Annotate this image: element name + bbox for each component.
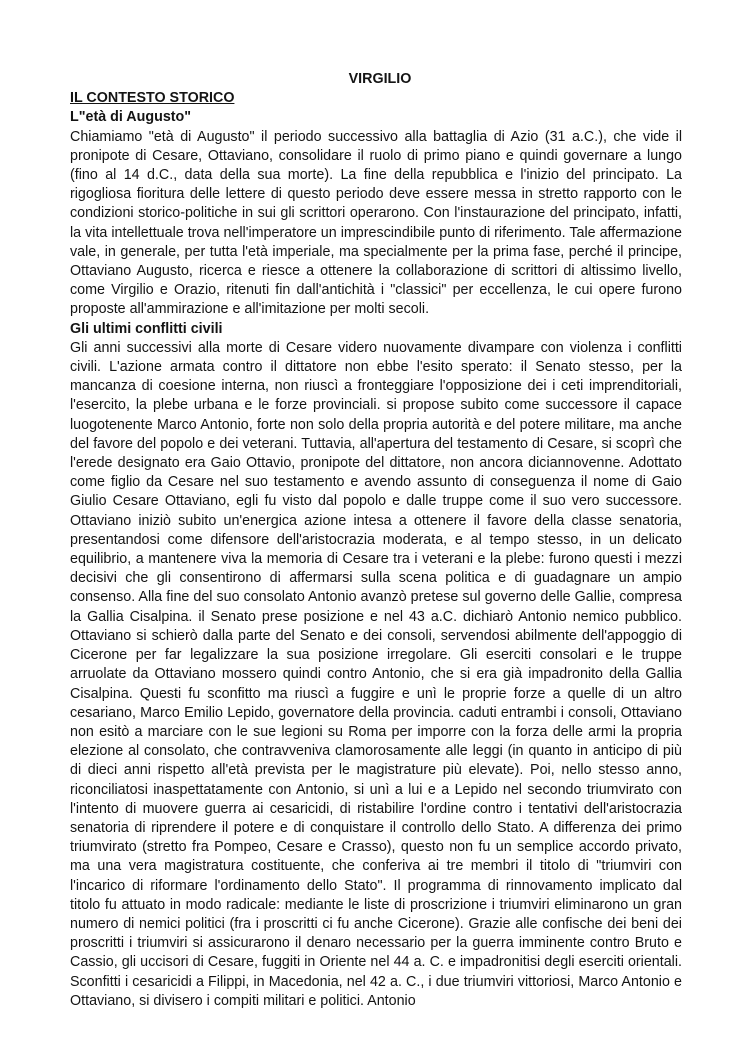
document-page — [70, 70, 682, 1011]
document-title: VIRGILIO — [348, 71, 412, 87]
subsection-heading-ultimi-conflitti-civili: Gli ultimi conflitti civili — [70, 320, 223, 337]
subsection-heading-eta-di-augusto: L"età di Augusto" — [70, 109, 192, 126]
paragraph-eta-di-augusto: Chiamiamo "età di Augusto" il periodo successivo alla battaglia di Azio (31 a.C.), che vide il pronipote di Cesare, Ottaviano, consolidare il ruolo di primo piano e quindi governare a lungo (fino al 14 d.C., data della sua morte). La fine della repubblica e l'inizio del principato. La rigogliosa fioritura delle lettere di questo periodo deve essere messa in stretto rapporto con le condizioni storico-politiche in sui gli scrittori operarono. Con l'instaurazione del principato, infatti, la vita intellettuale trova nell'imperatore un imprescindibile punto di riferimento. Tale affermazione vale, in generale, per tutta l'età imperiale, ma specialmente per la prima fase, perché il principe, Ottaviano Augusto, ricerca e riesce a ottenere la collaborazione di scrittori di altissimo livello, come Virgilio e Orazio, ritenuti fin dall'antichità i "classici" per eccellenza, le cui opere furono proposte all'ammirazione e all'imitazione per molti secoli. — [70, 128, 682, 318]
paragraph-ultimi-conflitti-civili: Gli anni successivi alla morte di Cesare videro nuovamente divampare con violenza i conflitti civili. L'azione armata contro il dittatore non ebbe l'esito sperato: il Senato stesso, per la mancanza di coesione interna, non riuscì a fronteggiare l'opposizione dei i ceti imprenditoriali, l'esercito, la plebe urbana e le forze provinciali. si propose subito come successore il capace luogotenente Marco Antonio, forte non solo della propria autorità e del potere militare, ma anche del favore del popolo e dei veterani. Tuttavia, all'apertura del testamento di Cesare, si scoprì che l'erede designato era Gaio Ottavio, pronipote del dittatore, non ancora diciannovenne. Adottato come figlio da Cesare nel suo testamento e avendo assunto di conseguenza il nome di Gaio Giulio Cesare Ottaviano, egli fu visto dal popolo e dalle truppe come il suo vero successore. Ottaviano iniziò subito un'energica azione intesa a ottenere il favore della classe senatoria, presentandosi come difensore dell'aristocrazia moderata, e al tempo stesso, in un delicato equilibrio, a mantenere viva la memoria di Cesare tra i veterani e la plebe: furono questi i mezzi decisivi che gli consentirono di affermarsi sulla scena politica e di guadagnare un ampio consenso. Alla fine del suo consolato Antonio avanzò pretese sul governo delle Gallie, compresa la Gallia Cisalpina. il Senato prese posizione e nel 43 a.C. dichiarò Antonio nemico pubblico. Ottaviano si schierò dalla parte del Senato e dei consoli, servendosi abilmente dell'appoggio di Cicerone per far legalizzare la sua posizione irregolare. Gli eserciti consolari e le truppe arruolate da Ottaviano mossero quindi contro Antonio, che si era già impadronito della Gallia Cisalpina. Questi fu sconfitto ma riuscì a fuggire e unì le proprie forze a quelle di un altro cesariano, Marco Emilio Lepido, governatore della provincia. caduti entrambi i consoli, Ottaviano non esitò a marciare con le sue legioni su Roma per imporre con la forza delle armi la propria elezione al consolato, che contravveniva clamorosamente alle leggi (in quanto in anticipo di più di dieci anni rispetto all'età prevista per le magistrature più elevate). Poi, nello stesso anno, riconciliatosi inaspettatamente con Antonio, si unì a lui e a Lepido nel secondo triumvirato con l'intento di muovere guerra ai cesaricidi, di ristabilire l'ordine contro i tentativi dell'aristocrazia senatoria di riprendere il potere e di conquistare il controllo dello Stato. A differenza dei primo triumvirato (stretto fra Pompeo, Cesare e Crasso), questo non fu un semplice accordo privato, ma una vera magistratura costituente, che conferiva ai tre membri il titolo di "triumviri con l'incarico di riformare l'ordinamento dello Stato". Il programma di rinnovamento implicato dal titolo fu attuato in modo radicale: mediante le liste di proscrizione i triumviri eliminarono un gran numero di nemici politici (fra i proscritti ci fu anche Cicerone). Grazie alle confische dei beni dei proscritti i triumviri si assicurarono il denaro necessario per la guerra imminente contro Bruto e Cassio, gli uccisori di Cesare, fuggiti in Oriente nel 44 a. C. e impadronitisi degli eserciti orientali. Sconfitti i cesaricidi a Filippi, in Macedonia, nel 42 a. C., i due triumviri vittoriosi, Marco Antonio e Ottaviano, si divisero i compiti militari e politici. Antonio — [70, 339, 682, 1009]
section-heading: IL CONTESTO STORICO — [70, 90, 235, 107]
